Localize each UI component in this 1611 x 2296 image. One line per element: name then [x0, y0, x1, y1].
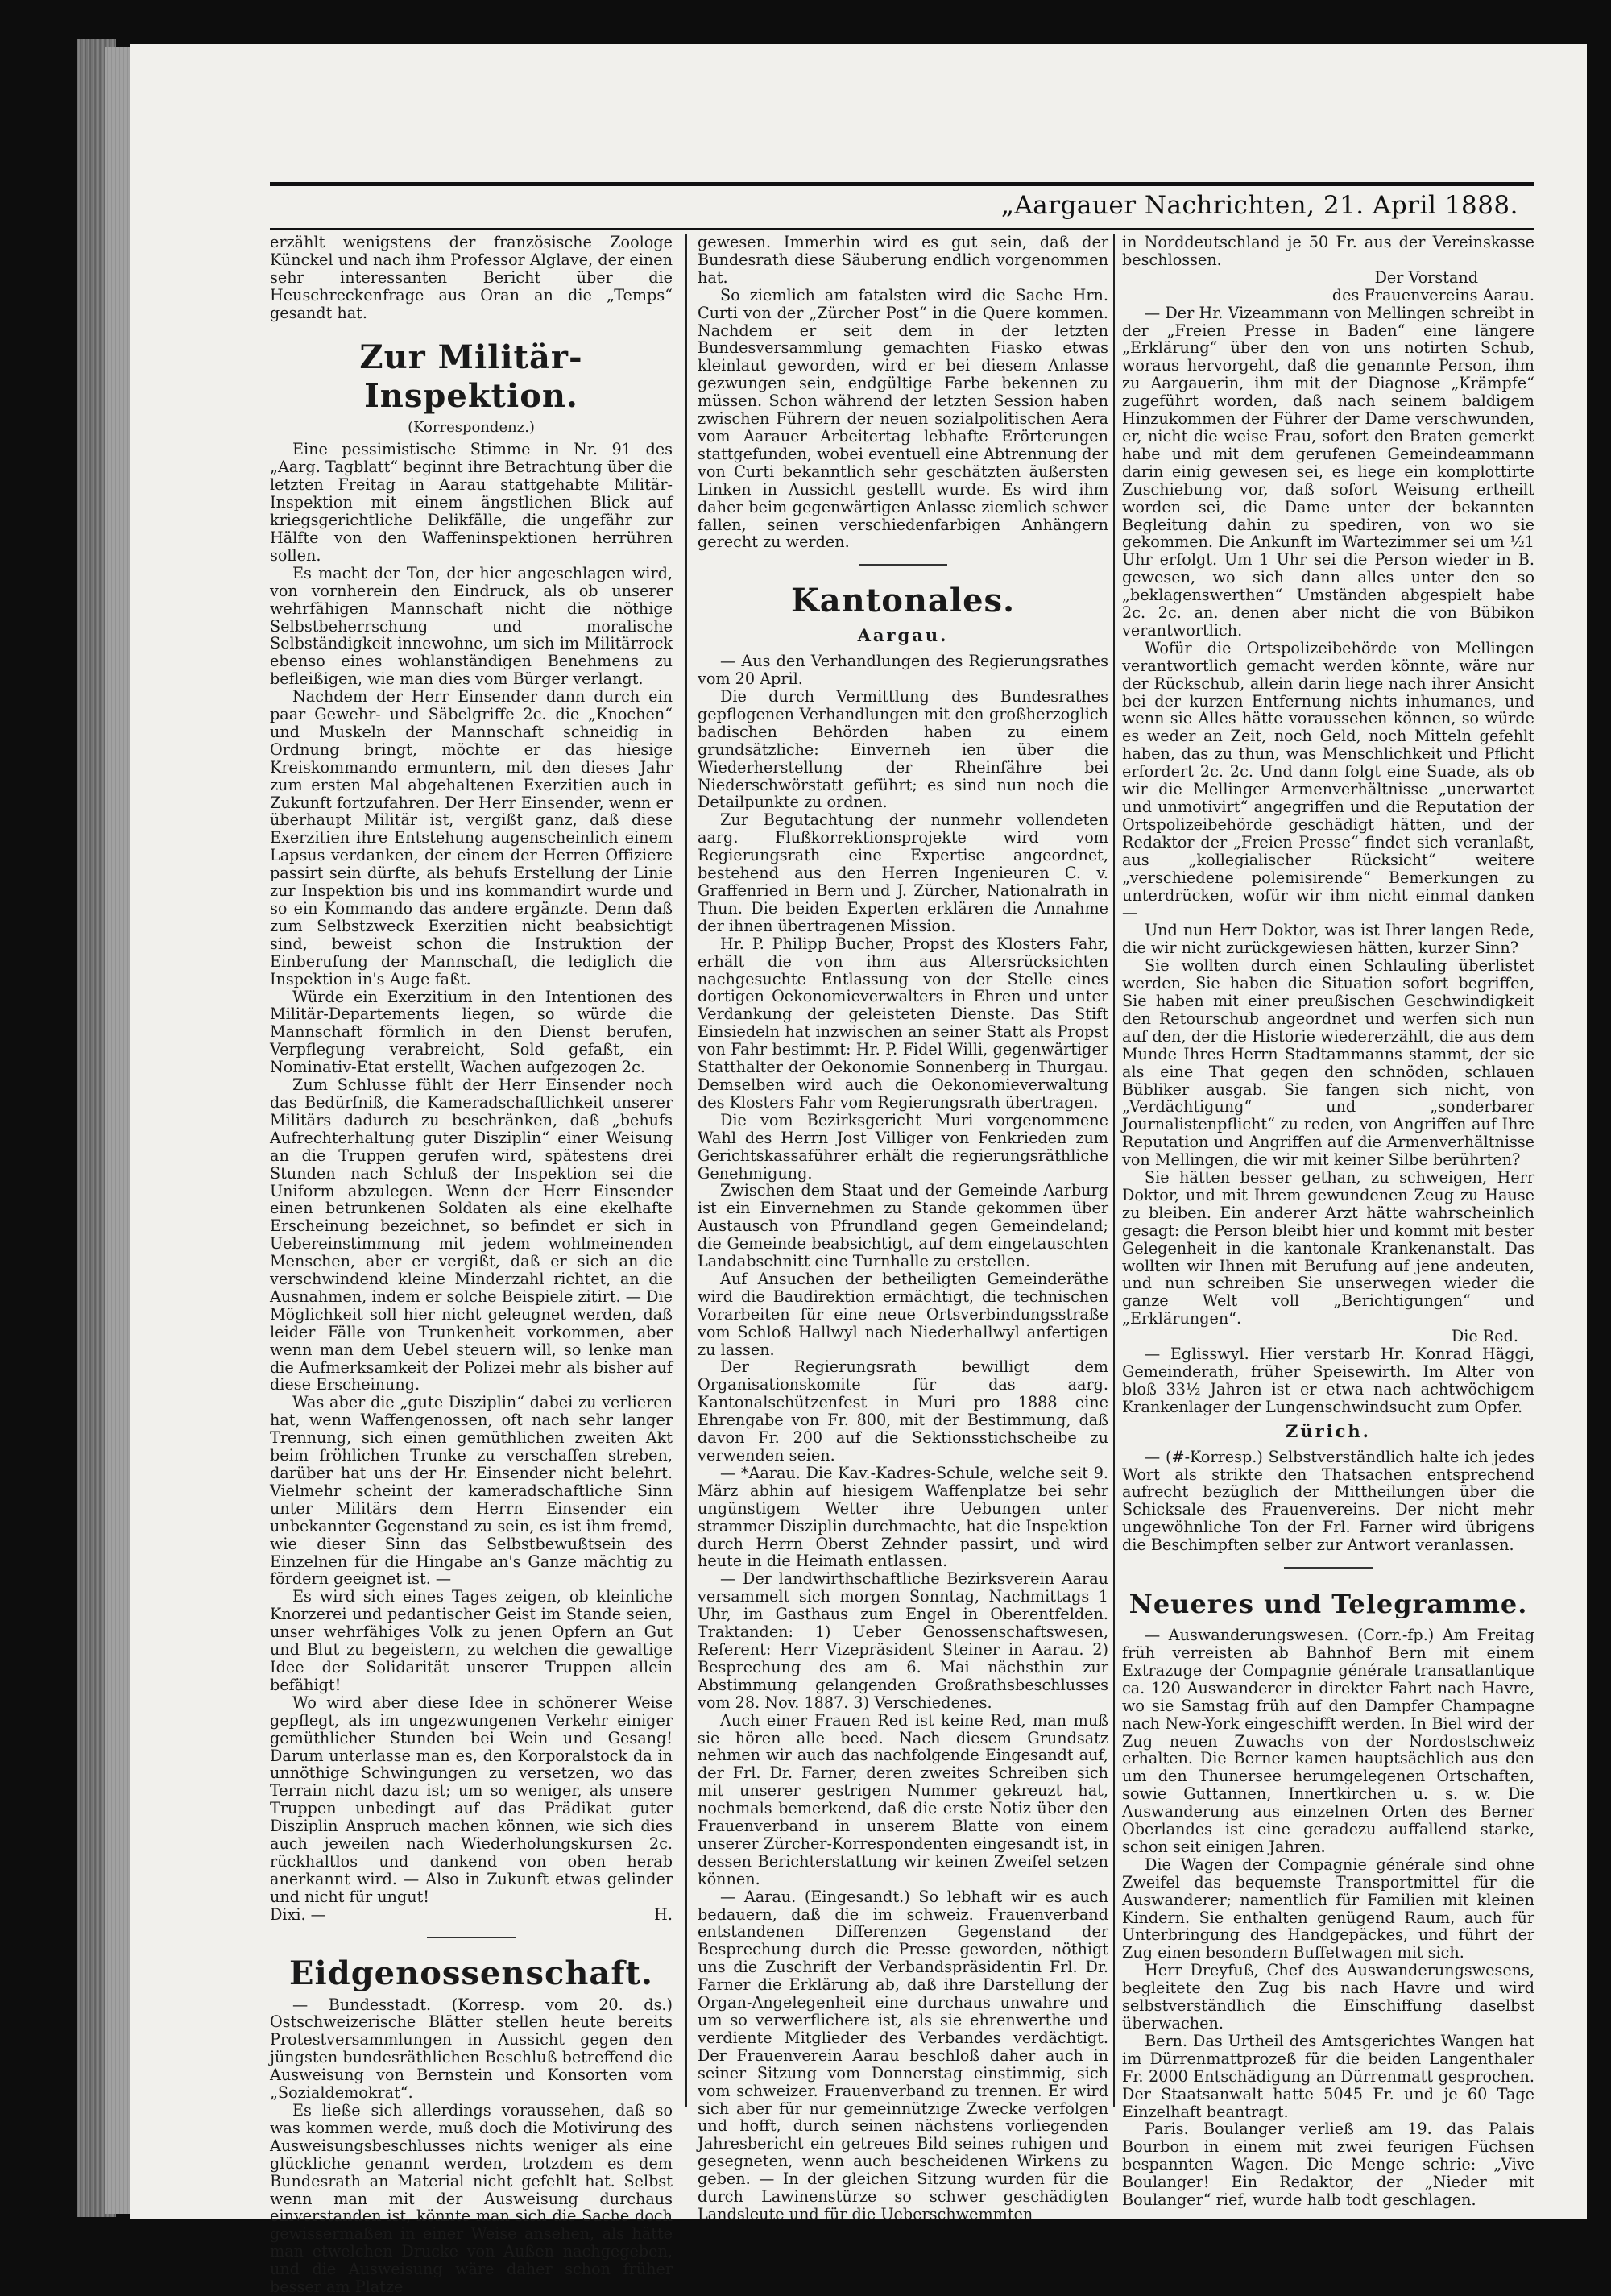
section-divider	[859, 564, 947, 566]
page-header	[270, 182, 1534, 230]
paragraph: Nachdem der Herr Einsender dann durch ein paar Gewehr- und Säbelgriffe 2c. die „Knochen“ und Muskeln der Mannschaft schneidig in Ordnung bringt, möchte er das hiesige Kreiskommando ermuntern, mit den dieses Jahr zum ersten Mal abgehaltenen Exerzitien auch in Zukunft fortzufahren. Der Herr Einsender, wenn er überhaupt Militär ist, vergißt ganz, daß diese Exerzitien ihre Entstehung augenscheinlich einem Lapsus verdanken, der einem der Herren Offiziere passirt sein dürfte, als behufs Erstellung der Linie zur Inspektion bis und ins kommandirt wurde und so ein Kommando das andere ergänzte. Denn daß zum Selbstzweck Exerzitien nicht beabsichtigt sind, beweist schon die Instruktion der Einberufung der Mannschaft, die lediglich die Inspektion in's Auge faßt.	[270, 687, 673, 988]
subheading-aargau: Aargau.	[857, 625, 949, 646]
signature-frauenverein: des Frauenvereins Aarau.	[1331, 285, 1534, 305]
signature-line	[270, 1906, 673, 1924]
subheading-zuerich: Zürich.	[1285, 1420, 1371, 1441]
column-rule-1	[685, 234, 687, 2107]
paragraph: — Auswanderungswesen. (Corr.-fp.) Am Freitag früh verreisten ab Bahnhof Bern mit einem Extrazuge der Compagnie générale transatlantique ca. 120 Auswanderer in direkter Fahrt nach Havre, wo sie Samstag früh auf den Dampfer Champagne nach New-York eingeschifft werden. In Biel wird der Zug neuen Zuwachs von der Nordostschweiz erhalten. Die Berner kamen hauptsächlich aus den um den Thunersee herumgelegenen Ortschaften, sowie Guttannen, Innertkirchen u. s. w. Die Auswanderung aus einzelnen Orten des Berner Oberlandes ist eine geradezu auffallend starke, schon seit einigen Jahren.	[1122, 1626, 1534, 1856]
paragraph: — Aus den Verhandlungen des Regierungsrathes vom 20 April.	[698, 652, 1108, 689]
paragraph: Es ließe sich allerdings voraussehen, daß so was kommen werde, muß doch die Motivirung des Ausweisungsbeschlusses nichts weniger als eine glückliche genannt werden, trotzdem es dem Bundesrath an Material nicht gefehlt hat. Selbst wenn man mit der Ausweisung durchaus einverstanden ist, könnte man sich die Sache doch gewissermaßen in einer Weise ansehen, als hätte man etwelchen Drucke von Außen nachgegeben, und die Ausweisung wäre daher schon früher besser am Platze	[270, 2101, 673, 2296]
paragraph: Zur Begutachtung der nunmehr vollendeten aarg. Flußkorrektionsprojekte wird vom Regierungsrath eine Expertise angeordnet, bestehend aus den Herren Ingenieuren C. v. Graffenried in Bern und J. Zürcher, Nationalrath in Thun. Die beiden Experten erklären die Annahme der ihnen übertragenen Mission.	[698, 810, 1108, 935]
paragraph: — Bundesstadt. (Korresp. vom 20. ds.) Ostschweizerische Blätter stellen heute bereits Protestversammlungen in Aussicht gegen den jüngsten bundesräthlichen Beschluß betreffend die Ausweisung von Bernstein und Konsorten vom „Sozialdemokrat“.	[270, 1995, 673, 2103]
paragraph: Würde ein Exerzitium in den Intentionen des Militär-Departements liegen, so würde die Mannschaft förmlich in den Dienst berufen, Verpflegung verabreicht, Sold gefaßt, ein Nominativ-Etat erstellt, Wachen aufgezogen 2c.	[270, 987, 673, 1077]
section-divider	[1284, 1567, 1373, 1569]
paragraph: Auch einer Frauen Red ist keine Red, man muß sie hören alle beed. Nach diesem Grundsatz nehmen wir auch das nachfolgende Eingesandt auf, der Frl. Dr. Farner, deren zweites Schreiben sich mit unserer gestrigen Nummer gekreuzt hat, nochmals bemerkend, daß die erste Notiz über den Frauenverband in unserem Blatte von einem unserer Zürcher-Korrespondenten eingesandt ist, in dessen Berichterstattung wir keinen Zweifel setzen können.	[698, 1710, 1108, 1888]
heading-kantonales: Kantonales.	[790, 582, 1015, 620]
column-1	[270, 234, 673, 2296]
paragraph: — Der Hr. Vizeammann von Mellingen schreibt in der „Freien Presse in Baden“ eine längere „Erklärung“ über den von uns notirten Schub, woraus hervorgeht, daß die genannte Person, ihm zu Aargauerin, ihm mit der Diagnose „Krämpfe“ zugeführt worden, daß nach seinem baldigem Hinzukommen der Führer der Dame verschwunden, er, nicht die weise Frau, sofort den Braten gemerkt habe und mit dem gerufenen Gemeindeammann darin einig gewesen sei, es liege ein komplottirte Zuschiebung vor, daß sofort Weisung ertheilt worden sei, die Dame unter der bekannten Begleitung dahin zu spediren, von wo sie gekommen. Die Ankunft im Wartezimmer sei um ½1 Uhr erfolgt. Um 1 Uhr sei die Person wieder in B. gewesen, wo sich dann alles unter den so „beklagenswerthen“ Umständen abgespielt habe 2c. 2c. an. denen aber nicht die von Bübikon verantwortlich.	[1122, 303, 1534, 640]
heading-neueres-telegramme: Neueres und Telegramme.	[1129, 1589, 1528, 1620]
paragraph: Die vom Bezirksgericht Muri vorgenommene Wahl des Herrn Jost Villiger von Fenkrieden zum Gerichtskassaführer erhält die regierungsräthliche Genehmigung.	[698, 1110, 1108, 1183]
paragraph: Auf Ansuchen der betheiligten Gemeinderäthe wird die Baudirektion ermächtigt, die technischen Vorarbeiten für eine neue Ortsverbindungsstraße vom Schloß Hallwyl nach Niederhallwyl anfertigen zu lassen.	[698, 1269, 1108, 1359]
paragraph: Hr. P. Philipp Bucher, Propst des Klosters Fahr, erhält die von ihm aus Altersrücksichten nachgesuchte Entlassung von der Stelle eines dortigen Oekonomieverwalters in Ehren und unter Verdankung der geleisteten Dienste. Das Stift Einsiedeln hat inzwischen an seiner Statt als Propst von Fahr bestimmt: Hr. P. Fidel Willi, gegenwärtiger Statthalter der Oekonomie Sonnenberg in Thurgau. Demselben wird auch die Oekonomieverwaltung des Klosters Fahr vom Regierungsrath übertragen.	[698, 934, 1108, 1112]
signature-h: H.	[654, 1904, 673, 1924]
paragraph: Zum Schlusse fühlt der Herr Einsender noch das Bedürfniß, die Kameradschaftlichkeit unserer Militärs dadurch zu beschränken, daß „behufs Aufrechterhaltung guter Disziplin“ einer Weisung an die Truppen gerufen wird, spätestens drei Stunden nach Schluß der Inspektion sei die Uniform abzulegen. Wenn der Herr Einsender einen betrunkenen Soldaten als eine ekelhafte Erscheinung bezeichnet, so befindet er sich in Uebereinstimmung mit jedem wohlmeinenden Menschen, aber er vergißt, daß er sich an die verschwindend kleine Minderzahl richtet, an die Ausnahmen, indem er solche Beispiele zitirt. — Die Möglichkeit soll hier nicht geleugnet werden, daß leider Fälle von Trunkenheit vorkommen, aber wenn man dem Uebel steuern will, so lenke man die Aufmerksamkeit der Polizei mehr als bisher auf diese Erscheinung.	[270, 1075, 673, 1395]
paragraph: Wofür die Ortspolizeibehörde von Mellingen verantwortlich gemacht werden könnte, wäre nur der Rückschub, allein darin liege nach ihrer Ansicht bei der kurzen Entfernung nichts inhumanes, und wenn sie Alles hätte voraussehen können, so würde es weder an Zeit, noch Geld, noch Mitteln gefehlt haben, das zu thun, was Menschlichkeit und Pflicht erfordert 2c. 2c. Und dann folgt eine Suade, als ob wir die Mellinger Armenverhältnisse „unerwartet und unmotivirt“ angegriffen und die Reputation der Ortspolizeibehörde geschädigt hätten, und der Redaktor der „Freien Presse“ findet sich veranlaßt, aus „kollegialischer Rücksicht“ weitere „verschiedene polemisirende“ Bemerkungen zu unterdrücken, wofür wir ihm nicht einmal danken —	[1122, 638, 1534, 922]
signature-vorstand: Der Vorstand	[1374, 267, 1478, 287]
paragraph: Und nun Herr Doktor, was ist Ihrer langen Rede, die wir nicht zurückgewiesen hätten, kurzer Sinn?	[1122, 921, 1534, 958]
paragraph: Die Wagen der Compagnie générale sind ohne Zweifel das bequemste Transportmittel für die Auswanderer; namentlich für Familien mit kleinen Kindern. Sie enthalten genügend Raum, auch für Unterbringung des Handgepäckes, und führt der Zug einen besondern Buffetwagen mit sich.	[1122, 1855, 1534, 1962]
paragraph: Wo wird aber diese Idee in schönerer Weise gepflegt, als im ungezwungenen Verkehr einiger gemüthlicher Stunden bei Wein und Gesang! Darum unterlasse man es, den Korporalstock da in unnöthige Schwingungen zu versetzen, wo das Terrain nicht dazu ist; um so weniger, als unsere Truppen unbedingt auf das Prädikat guter Disziplin Anspruch machen können, wie sich dies auch jeweilen nach Wiederholungskursen 2c. rückhaltlos und dankend von oben herab anerkannt wird. — Also in Zukunft etwas gelinder und nicht für ungut!	[270, 1693, 673, 1906]
heading-eidgenossenschaft: Eidgenossenschaft.	[289, 1954, 653, 1992]
signature-red: Die Red.	[1451, 1327, 1518, 1346]
subheading-korrespondenz: (Korrespondenz.)	[408, 418, 535, 436]
paragraph: Sie hätten besser gethan, zu schweigen, Herr Doktor, und mit Ihrem gewundenen Zeug zu Hause zu bleiben. Ein anderer Arzt hätte wahrscheinlich gesagt: die Person bleibt hier und kommt mit bester Gelegenheit in die kantonale Krankenanstalt. Das wollten wir Ihnen mit Berufung auf jene andeuten, und nun schreiben Sie unserwegen wieder die ganze Welt voll „Berichtigungen“ und „Erklärungen“.	[1122, 1168, 1534, 1328]
paragraph: Eine pessimistische Stimme in Nr. 91 des „Aarg. Tagblatt“ beginnt ihre Betrachtung über die letzten Freitag in Aarau stattgehabte Militär-Inspektion mit einem ängstlichen Blick auf kriegsgerichtliche Delikfälle, die ungefähr zur Hälfte von den Waffeninspektionen herrühren sollen.	[270, 440, 673, 565]
section-divider	[427, 1937, 516, 1938]
paragraph: — (#-Korresp.) Selbstverständlich halte ich jedes Wort als strikte den Thatsachen entsprechend aufrecht bezüglich der Mittheilungen über die Schicksale des Frauenvereins. Der nicht mehr ungewöhnliche Ton der Frl. Farner wird übrigens die Beschimpften selber zur Antwort veranlassen.	[1122, 1447, 1534, 1555]
column-rule-2	[1113, 234, 1115, 2107]
paragraph: Es macht der Ton, der hier angeschlagen wird, von vornherein den Eindruck, als ob unserer wehrfähigen Mannschaft nicht die nöthige Selbstbeherrschung und moralische Selbständigkeit innewohne, um sich im Militärrock ebenso eines wohlanständigen Benehmens zu befleißigen, wie man dies vom Bürger verlangt.	[270, 563, 673, 689]
header-title: „Aargauer Nachrichten, 21. April 1888.	[1000, 191, 1518, 220]
paragraph: Sie wollten durch einen Schlauling überlistet werden, Sie haben die Situation sofort begriffen, Sie haben mit einer preußischen Geschwindigkeit den Retourschub angeordnet und werfen sich nun auf den, der die Historie wiedererzählt, die aus dem Munde Ihres Herrn Stadtammanns stammt, der sie als eine That gegen den schnöden, schlauen Bübliker ausgab. Sie fangen sich nicht, von „Verdächtigung“ und „sonderbarer Journalistenpflicht“ zu reden, von Angriffen auf Ihre Reputation und Angriffen auf die Armenverhältnisse von Mellingen, die wir mit keiner Silbe berührten?	[1122, 956, 1534, 1170]
paragraph: — Der landwirthschaftliche Bezirksverein Aarau versammelt sich morgen Sonntag, Nachmittags 1 Uhr, im Gasthaus zum Engel in Oberentfelden. Traktanden: 1) Ueber Genossenschaftswesen, Referent: Herr Vizepräsident Steiner in Aarau. 2) Besprechung des am 6. Mai nächsthin zur Abstimmung gelangenden Großrathsbeschlusses vom 28. Nov. 1887. 3) Verschiedenes.	[698, 1569, 1108, 1712]
paragraph: — *Aarau. Die Kav.-Kadres-Schule, welche seit 9. März abhin auf hiesigem Waffenplatze bei sehr ungünstigem Wetter ihre Uebungen unter strammer Disziplin durchmachte, hat die Inspektion durch Herrn Oberst Zehnder passirt, und wird heute in die Heimath entlassen.	[698, 1463, 1108, 1571]
column-3	[1122, 234, 1534, 2209]
paragraph: in Norddeutschland je 50 Fr. aus der Vereinskasse beschlossen.	[1122, 233, 1534, 269]
paragraph: gewesen. Immerhin wird es gut sein, daß der Bundesrath diese Säuberung endlich vorgenommen hat.	[698, 233, 1108, 287]
paragraph: Zwischen dem Staat und der Gemeinde Aarburg ist ein Einvernehmen zu Stande gekommen über Austausch von Pfrundland gegen Gemeindeland; die Gemeinde beabsichtigt, auf dem eingetauschten Landabschnitt eine Turnhalle zu erstellen.	[698, 1181, 1108, 1271]
paragraph: Der Regierungsrath bewilligt dem Organisationskomite für das aarg. Kantonalschützenfest in Muri pro 1888 eine Ehrengabe von Fr. 800, mit der Bestimmung, daß davon Fr. 200 auf die Sektionsstichscheibe zu verwenden seien.	[698, 1357, 1108, 1465]
article-intro: erzählt wenigstens der französische Zoologe Künckel und nach ihm Professor Alglave, der einen sehr interessanten Bericht über die Heuschreckenfrage aus Oran an die „Temps“ gesandt hat.	[270, 233, 673, 322]
paragraph: Was aber die „gute Disziplin“ dabei zu verlieren hat, wenn Waffengenossen, oft nach sehr langer Trennung, sich einen gemüthlichen zweiten Akt beim fröhlichen Trunke zu verschaffen streben, darüber hat uns der Hr. Einsender nicht belehrt. Vielmehr scheint der kameradschaftliche Sinn unter Militärs dem Herrn Einsender ein unbekannter Gegenstand zu sein, es ist ihm fremd, wie dieser Sinn das Selbstbewußtsein des Einzelnen für die Hingabe an's Ganze mächtig zu fördern geeignet ist. —	[270, 1393, 673, 1589]
column-2	[698, 234, 1108, 2223]
paragraph: Die durch Vermittlung des Bundesrathes gepflogenen Verhandlungen mit den großherzoglich badischen Behörden haben zu einem grundsätzliche: Einverneh ien über die Wiederherstellung der Rheinfähre bei Niederschwörstatt geführt; es sind nun noch die Detailpunkte zu ordnen.	[698, 687, 1108, 812]
paragraph: Herr Dreyfuß, Chef des Auswanderungswesens, begleitete den Zug bis nach Havre und wird selbstverständlich die Einschiffung daselbst überwachen.	[1122, 1961, 1534, 2033]
paragraph: Bern. Das Urtheil des Amtsgerichtes Wangen hat im Dürrenmattprozeß für die beiden Langenthaler Fr. 2000 Entschädigung an Dürrenmatt gesprochen. Der Staatsanwalt hatte 5045 Fr. und je 60 Tage Einzelhaft beantragt.	[1122, 2031, 1534, 2121]
paragraph: Paris. Boulanger verließ am 19. das Palais Bourbon in einem mit zwei feurigen Füchsen bespannten Wagen. Die Menge schrie: „Vive Boulanger! Ein Redaktor, der „Nieder mit Boulanger“ rief, wurde halb todt geschlagen.	[1122, 2120, 1534, 2210]
paragraph: — Eglisswyl. Hier verstarb Hr. Konrad Häggi, Gemeinderath, früher Speisewirth. Im Alter von bloß 33½ Jahren ist er etwa nach achtwöchigem Krankenlager der Lungenschwindsucht zum Opfer.	[1122, 1345, 1534, 1416]
paragraph: So ziemlich am fatalsten wird die Sache Hrn. Curti von der „Zürcher Post“ in die Quere kommen. Nachdem er seit dem in der letzten Bundesversammlung gemachten Fiasko etwas kleinlaut geworden, wird er bei diesem Anlasse gezwungen sein, endgültige Farbe bekennen zu müssen. Schon während der letzten Session haben zwischen Führern der neuen sozialpolitischen Aera vom Aarauer Arbeitertag lebhafte Erörterungen stattgefunden, wobei eventuell eine Abtrennung der von Curti bekanntlich sehr geschätzten äußersten Linken in Aussicht gestellt wurde. Es wird ihm daher beim gegenwärtigen Anlasse ziemlich schwer fallen, seinen verschiedenfarbigen Anhängern gerecht zu werden.	[698, 285, 1108, 552]
signature-dixi: Dixi. —	[270, 1904, 326, 1924]
heading-militaer-inspektion: Zur Militär-Inspektion.	[359, 338, 583, 415]
paragraph: — Aarau. (Eingesandt.) So lebhaft wir es auch bedauern, daß die im schweiz. Frauenverband entstandenen Differenzen Gegenstand der Besprechung durch die Presse geworden, nöthigt uns die Zuschrift der Verbandspräsidentin Frl. Dr. Farner die Erklärung ab, daß ihre Darstellung der Organ-Angelegenheit eine durchaus unwahre und um so verwerflichere ist, als sie ehrenwerthe und verdiente Mitglieder des Verbandes verdächtigt. Der Frauenverein Aarau beschloß daher auch in seiner Sitzung vom Donnerstag einstimmig, sich vom schweizer. Frauenverband zu trennen. Er wird sich aber für nur gemeinnützige Zwecke verfolgen und hofft, durch seinen nächstens vorliegenden Jahresbericht ein getreues Bild seines ruhigen und gesegneten, wenn auch bescheidenen Wirkens zu geben. — In der gleichen Sitzung wurden für die durch Lawinenstürze so schwer geschädigten Landsleute und für die Ueberschwemmten	[698, 1887, 1108, 2223]
paragraph: Es wird sich eines Tages zeigen, ob kleinliche Knorzerei und pedantischer Geist im Stande seien, unser wehrfähiges Volk zu jenen Opfern an Gut und Blut zu begeistern, zu welchen die gewaltige Idee der Solidarität unserer Truppen allein befähigt!	[270, 1587, 673, 1694]
